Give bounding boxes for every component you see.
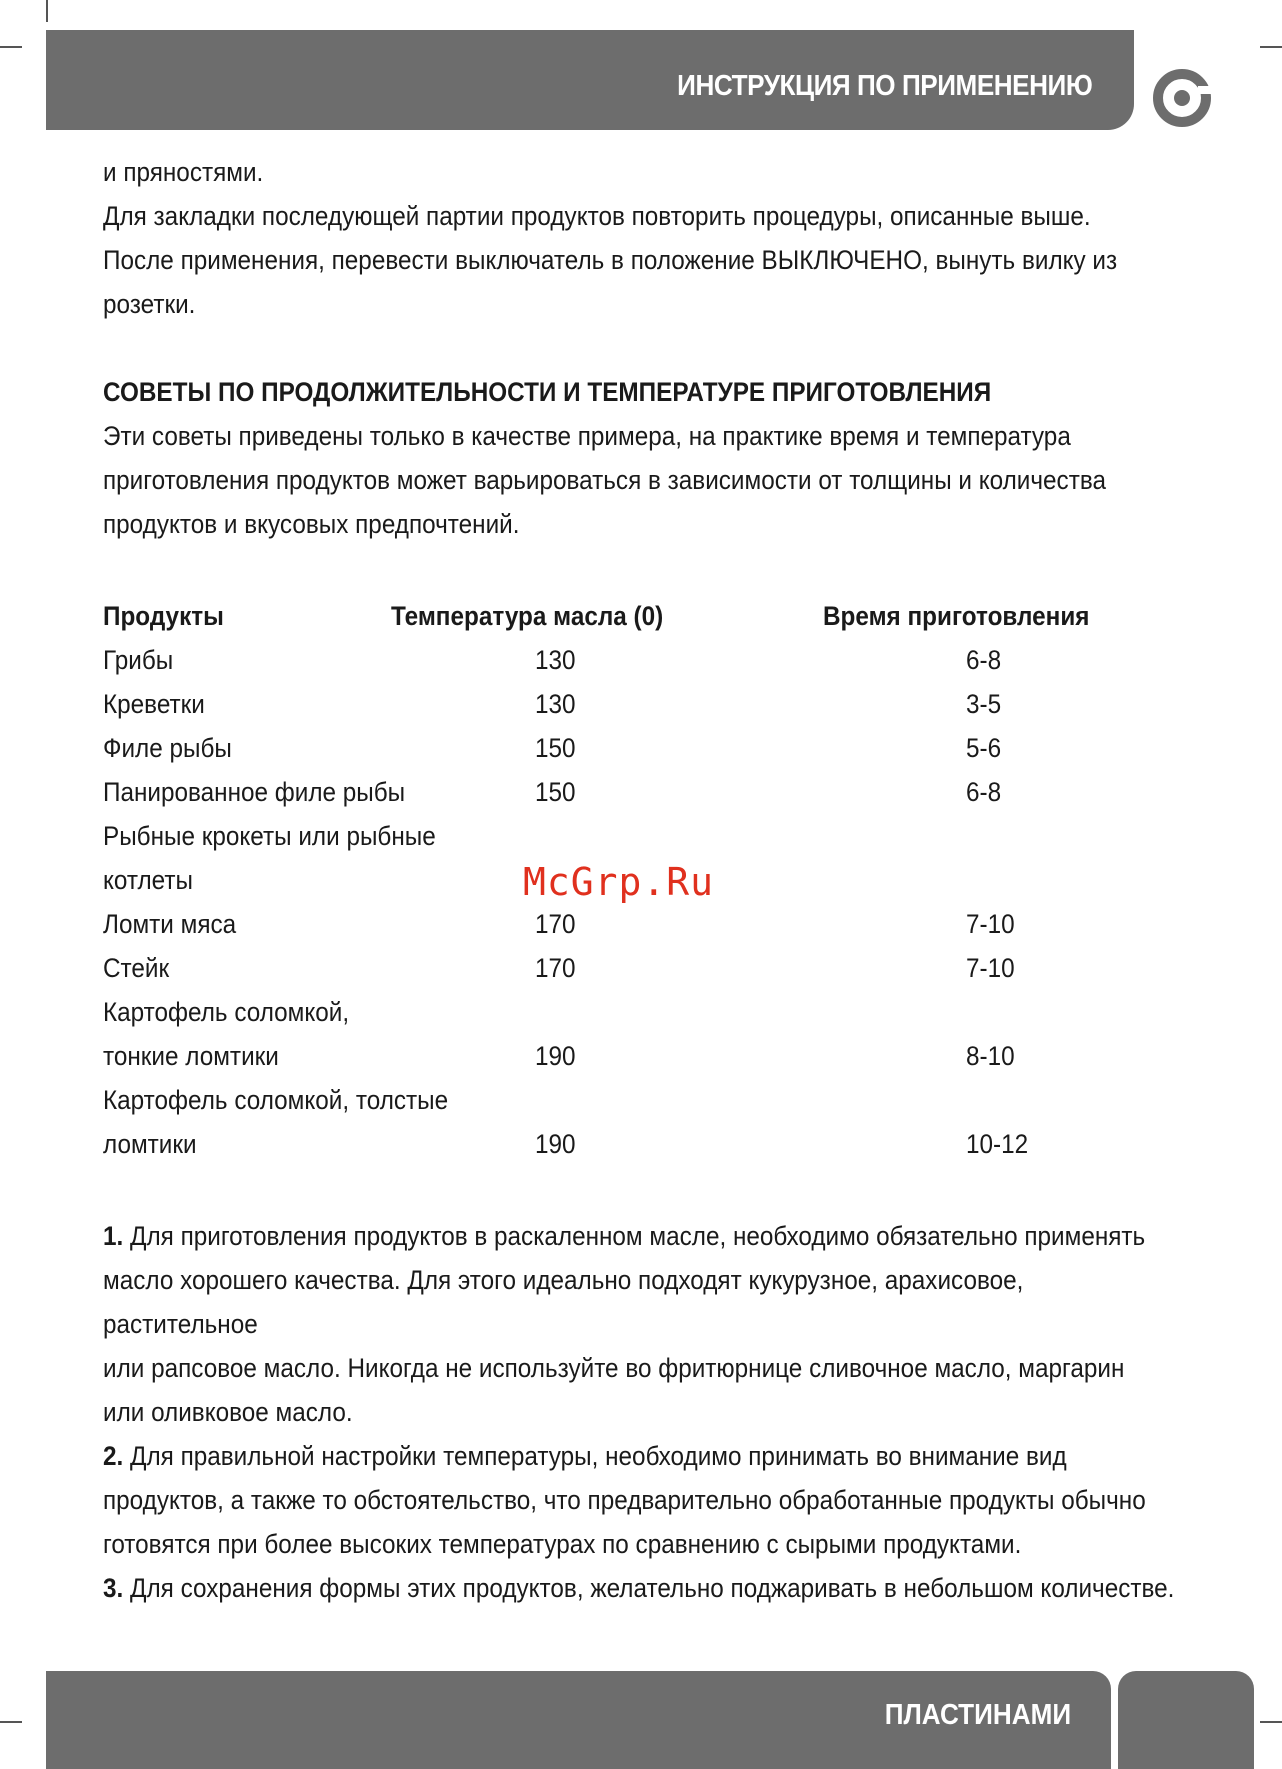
table-cell: Филе рыбы — [103, 733, 232, 763]
crop-mark — [46, 0, 48, 22]
column-header: Время приготовления — [823, 601, 1090, 631]
table-row — [103, 682, 1183, 726]
table-cell: 130 — [535, 645, 576, 675]
table-cell: Картофель соломкой, — [103, 997, 350, 1027]
table-row — [103, 946, 1183, 990]
page-header — [46, 30, 1134, 130]
table-row — [103, 814, 1183, 858]
note-number: 2. — [103, 1441, 124, 1471]
table-row — [103, 1034, 1183, 1078]
table-row — [103, 638, 1183, 682]
table-cell: котлеты — [103, 865, 193, 895]
footer-title: ПЛАСТИНАМИ — [884, 1699, 1071, 1731]
table-cell: Грибы — [103, 645, 174, 675]
note-number: 3. — [103, 1573, 124, 1603]
paragraph-line: приготовления продуктов может варьироваться в зависимости от толщины и количества — [103, 465, 1106, 495]
column-header: Продукты — [103, 601, 224, 631]
note-line: готовятся при более высоких температурах по сравнению с сырыми продуктами. — [103, 1529, 1022, 1559]
paragraph-line: Эти советы приведены только в качестве примера, на практике время и температура — [103, 421, 1071, 451]
crop-mark — [1260, 1721, 1282, 1723]
note-text: Для сохранения формы этих продуктов, желательно поджаривать в небольшом количестве. — [123, 1573, 1175, 1603]
table-cell: Креветки — [103, 689, 205, 719]
table-cell: тонкие ломтики — [103, 1041, 279, 1071]
section-heading: СОВЕТЫ ПО ПРОДОЛЖИТЕЛЬНОСТИ И ТЕМПЕРАТУРЕ ПРИГОТОВЛЕНИЯ — [103, 377, 992, 407]
table-row — [103, 990, 1183, 1034]
note-line — [103, 1566, 1183, 1610]
table-cell: 7-10 — [966, 909, 1015, 939]
table-cell: 170 — [535, 909, 576, 939]
table-cell: 150 — [535, 777, 576, 807]
table-cell: Ломти мяса — [103, 909, 237, 939]
brand-logo-icon — [1150, 66, 1220, 130]
note-line: масло хорошего качества. Для этого идеально подходят кукурузное, арахисовое, растительное — [103, 1265, 1024, 1339]
table-row — [103, 1122, 1183, 1166]
note-line — [103, 1434, 1183, 1478]
table-row — [103, 902, 1183, 946]
table-cell: 130 — [535, 689, 576, 719]
footer-tab — [1118, 1671, 1254, 1769]
page-footer — [46, 1671, 1111, 1769]
table-cell: 10-12 — [966, 1129, 1029, 1159]
table-row — [103, 1078, 1183, 1122]
paragraph-line: После применения, перевести выключатель в положение ВЫКЛЮЧЕНО, вынуть вилку из — [103, 245, 1118, 275]
table-cell: 190 — [535, 1129, 576, 1159]
table-cell: 6-8 — [966, 645, 1002, 675]
note-line: или рапсовое масло. Никогда не используйте во фритюрнице сливочное масло, маргарин — [103, 1353, 1125, 1383]
column-header: Температура масла (0) — [391, 601, 664, 631]
note-line: или оливковое масло. — [103, 1397, 353, 1427]
paragraph-line: розетки. — [103, 289, 196, 319]
note-text: Для приготовления продуктов в раскаленном масле, необходимо обязательно применять — [123, 1221, 1146, 1251]
paragraph-line: и пряностями. — [103, 157, 264, 187]
table-cell: 150 — [535, 733, 576, 763]
table-cell: Панированное филе рыбы — [103, 777, 406, 807]
table-cell: 7-10 — [966, 953, 1015, 983]
table-cell: 6-8 — [966, 777, 1002, 807]
table-cell: Рыбные крокеты или рыбные — [103, 821, 436, 851]
table-row — [103, 726, 1183, 770]
paragraph-line: Для закладки последующей партии продуктов повторить процедуры, описанные выше. — [103, 201, 1091, 231]
table-cell: 190 — [535, 1041, 576, 1071]
table-row — [103, 770, 1183, 814]
table-header-row — [103, 594, 1183, 638]
table-cell: Картофель соломкой, толстые — [103, 1085, 449, 1115]
crop-mark — [0, 46, 22, 48]
page-title: ИНСТРУКЦИЯ ПО ПРИМЕНЕНИЮ — [676, 70, 1092, 102]
note-text: Для правильной настройки температуры, необходимо принимать во внимание вид — [123, 1441, 1067, 1471]
table-cell: 170 — [535, 953, 576, 983]
crop-mark — [0, 1721, 22, 1723]
note-line — [103, 1214, 1183, 1258]
table-cell: 3-5 — [966, 689, 1002, 719]
note-line: продуктов, а также то обстоятельство, что предварительно обработанные продукты обычно — [103, 1485, 1146, 1515]
table-cell: 5-6 — [966, 733, 1002, 763]
table-cell: ломтики — [103, 1129, 197, 1159]
paragraph-line: продуктов и вкусовых предпочтений. — [103, 509, 520, 539]
crop-mark — [1260, 46, 1282, 48]
table-cell: 8-10 — [966, 1041, 1015, 1071]
watermark: McGrp.Ru — [523, 860, 715, 904]
table-cell: Стейк — [103, 953, 170, 983]
note-number: 1. — [103, 1221, 124, 1251]
